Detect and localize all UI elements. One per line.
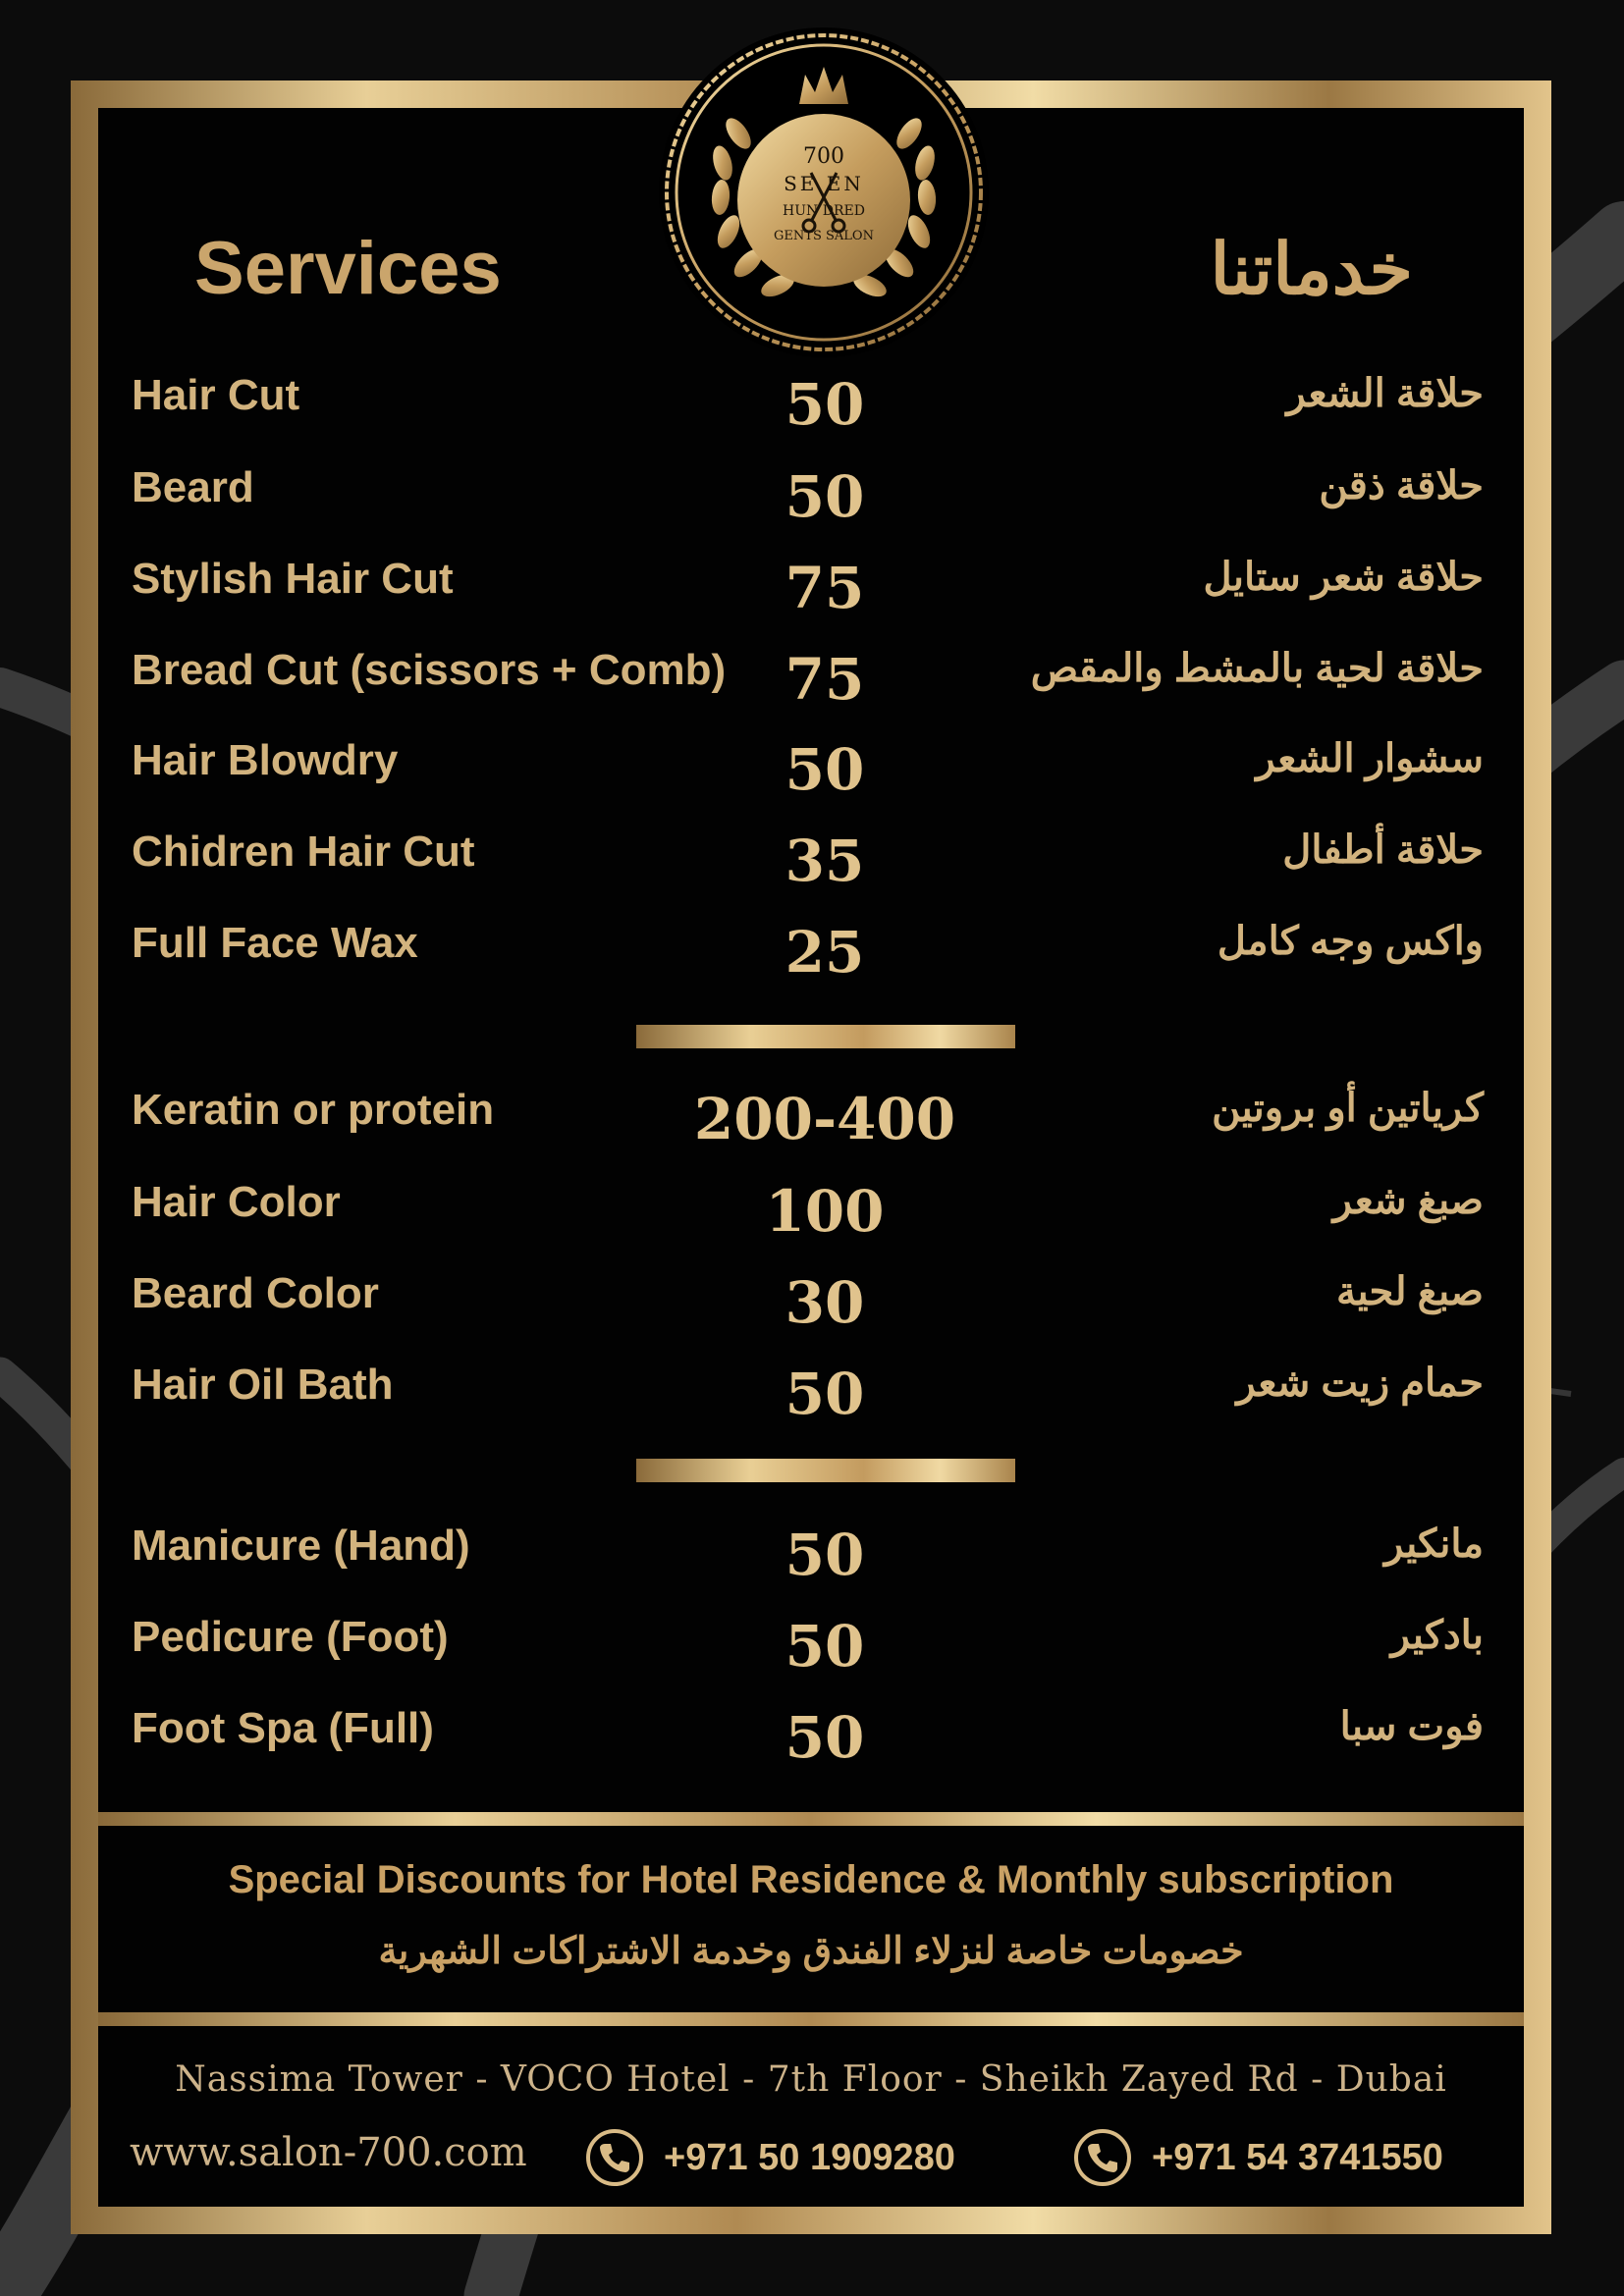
service-name-ar: حلاقة شعر ستايل: [1203, 556, 1484, 599]
service-name-en: Pedicure (Foot): [132, 1613, 449, 1661]
service-name-en: Full Face Wax: [132, 919, 418, 967]
service-name-en: Hair Blowdry: [132, 736, 399, 784]
svg-text:700: 700: [803, 144, 844, 169]
phone-icon: [585, 2128, 644, 2187]
service-name-en: Chidren Hair Cut: [132, 828, 475, 876]
service-name-ar: فوت سبا: [1339, 1705, 1484, 1748]
service-name-ar: حلاقة لحية بالمشط والمقص: [1030, 647, 1484, 690]
service-name-en: Hair Cut: [132, 371, 300, 419]
service-name-ar: بادكير: [1390, 1614, 1484, 1657]
phone-link-1[interactable]: [585, 2128, 955, 2187]
services-heading-ar: خدماتنا: [1210, 231, 1413, 309]
service-price: 75: [785, 646, 865, 713]
service-row: [0, 1522, 1624, 1600]
service-name-ar: حمام زيت شعر: [1236, 1362, 1484, 1405]
service-price: 50: [785, 1613, 865, 1680]
service-name-ar: حلاقة أطفال: [1282, 828, 1484, 872]
service-name-en: Foot Spa (Full): [132, 1704, 434, 1752]
services-heading-en: Services: [194, 227, 502, 310]
service-price: 30: [785, 1269, 865, 1336]
service-price: 50: [785, 371, 865, 438]
phone-icon: [1073, 2128, 1132, 2187]
discount-text-ar: خصومات خاصة لنزلاء الفندق وخدمة الاشتراكات الشهرية: [378, 1931, 1244, 1972]
service-name-ar: واكس وجه كامل: [1217, 920, 1484, 963]
service-price: 50: [785, 736, 865, 803]
phone-link-2[interactable]: [1073, 2128, 1443, 2187]
service-name-ar: حلاقة الشعر: [1286, 372, 1484, 415]
service-row: [0, 1704, 1624, 1783]
service-price: 200-400: [693, 1086, 956, 1152]
salon-logo: [652, 16, 996, 359]
service-name-ar: حلاقة ذقن: [1319, 464, 1484, 507]
service-row: [0, 646, 1624, 724]
frame-divider-top: [98, 1812, 1524, 1826]
service-price: 25: [785, 919, 865, 986]
service-name-ar: صبغ لحية: [1336, 1270, 1484, 1313]
service-row: [0, 371, 1624, 450]
service-row: [0, 1269, 1624, 1348]
service-price: 50: [785, 463, 865, 530]
section-separator: [636, 1025, 1015, 1048]
frame-divider-bottom: [98, 2012, 1524, 2026]
service-price: 75: [785, 555, 865, 621]
discount-text-en: Special Discounts for Hotel Residence & Monthly subscription: [228, 1858, 1394, 1901]
service-row: [0, 1613, 1624, 1691]
svg-text:HUN DRED: HUN DRED: [783, 203, 865, 219]
service-row: [0, 1086, 1624, 1164]
service-row: [0, 828, 1624, 906]
service-price: 50: [785, 1704, 865, 1771]
service-row: [0, 463, 1624, 542]
service-name-en: Bread Cut (scissors + Comb): [132, 646, 727, 694]
website-link[interactable]: www.salon-700.com: [130, 2130, 527, 2175]
svg-text:SE EN: SE EN: [784, 172, 864, 195]
service-name-ar: كرياتين أو بروتين: [1212, 1087, 1484, 1130]
service-name-en: Keratin or protein: [132, 1086, 495, 1134]
service-name-ar: صبغ شعر: [1332, 1179, 1484, 1222]
address: Nassima Tower - VOCO Hotel - 7th Floor - Sheikh Zayed Rd - Dubai: [175, 2059, 1447, 2100]
service-name-ar: سشوار الشعر: [1256, 737, 1484, 780]
service-name-en: Hair Color: [132, 1178, 341, 1226]
phone-number-1: +971 50 1909280: [664, 2136, 955, 2178]
service-price: 100: [765, 1178, 885, 1245]
service-price: 50: [785, 1522, 865, 1588]
svg-text:GENTS SALON: GENTS SALON: [774, 229, 874, 243]
service-price: 50: [785, 1361, 865, 1427]
service-name-en: Manicure (Hand): [132, 1522, 470, 1570]
service-row: [0, 1178, 1624, 1256]
service-row: [0, 1361, 1624, 1439]
service-price: 35: [785, 828, 865, 894]
service-name-en: Stylish Hair Cut: [132, 555, 454, 603]
service-name-en: Beard: [132, 463, 254, 511]
service-row: [0, 555, 1624, 633]
service-name-en: Hair Oil Bath: [132, 1361, 394, 1409]
phone-number-2: +971 54 3741550: [1152, 2136, 1443, 2178]
service-row: [0, 919, 1624, 997]
section-separator: [636, 1459, 1015, 1482]
service-name-ar: مانكير: [1384, 1522, 1484, 1566]
service-name-en: Beard Color: [132, 1269, 379, 1317]
service-row: [0, 736, 1624, 815]
